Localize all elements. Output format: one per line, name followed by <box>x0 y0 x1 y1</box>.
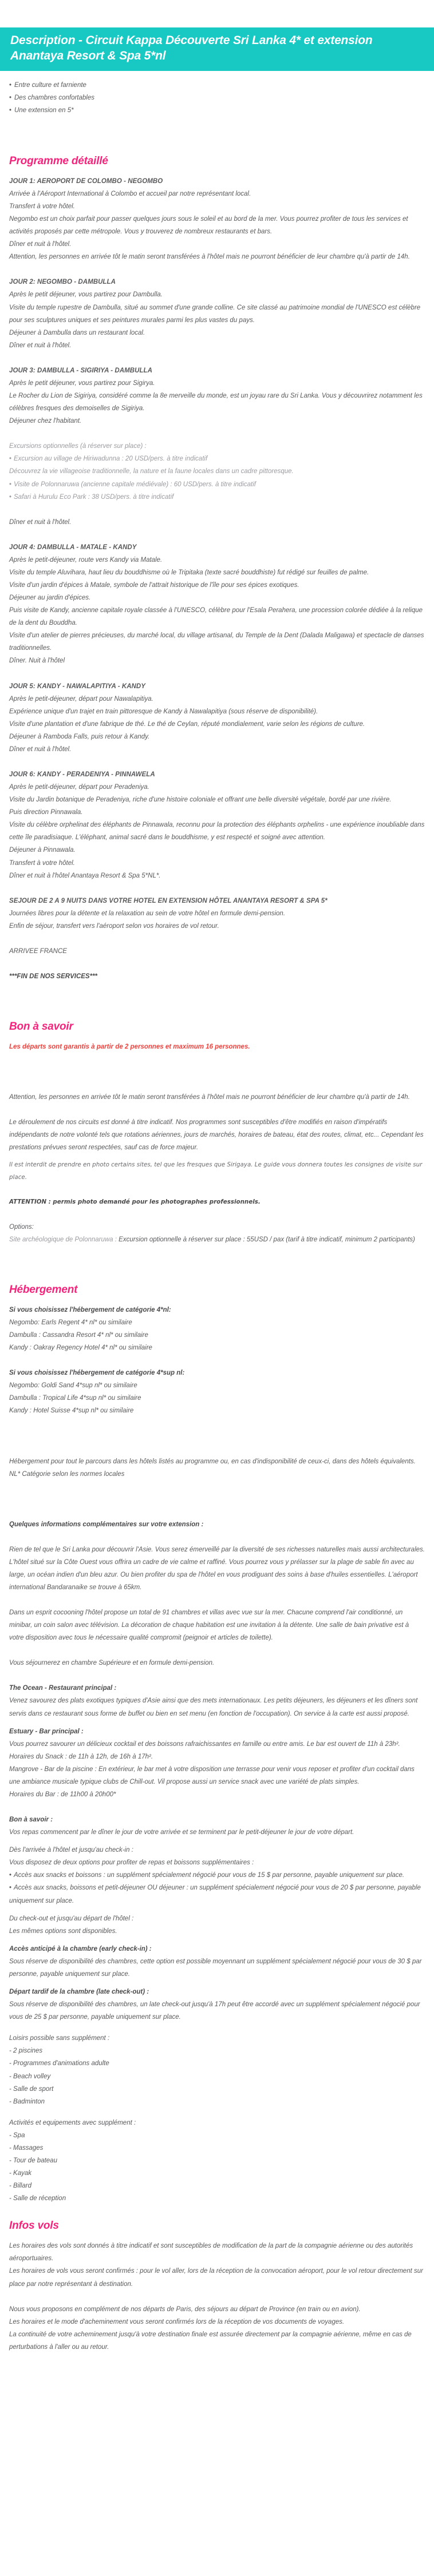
day-line: Negombo est un choix parfait pour passer quelques jours sous le soleil et au bord de la mer. Vous pourrez profiter de tous les services et activités proposés par cette métropole. Vous y trouverez de nombreux restaurants et bars. <box>9 216 408 236</box>
page-header-banner <box>0 27 434 71</box>
hotel-item: Kandy : Hotel Suisse 4*sup nl* ou similaire <box>9 1407 134 1415</box>
spacer <box>9 352 425 364</box>
spacer <box>9 1980 425 1986</box>
early-check-in-text: Sous réserve de disponibilité des chambres, cette option est possible moyennant un supplément spécialement négocié pour vous de 30 $ par personne, payable uniquement sur place. <box>9 1958 422 1978</box>
day-line: Après le petit déjeuner, vous partirez pour Dambulla. <box>9 291 163 299</box>
spacer <box>9 2023 425 2032</box>
leisure-title: Loisirs possible sans supplément : <box>9 2035 110 2042</box>
paid-activities-title: Activités et equipements avec supplément : <box>9 2119 136 2126</box>
list-item: • Une extension en 5* <box>9 104 425 117</box>
extension-title: SEJOUR DE 2 A 9 NUITS DANS VOTRE HOTEL EN EXTENSION HÔTEL ANANTAYA RESORT & SPA 5* <box>9 897 328 904</box>
section-title-programme: Programme détaillé <box>9 154 108 167</box>
hotel-item: Negombo: Goldi Sand 4*sup nl* ou similaire <box>9 1382 137 1390</box>
day-line: Transfert à votre hôtel. <box>9 859 75 867</box>
category-4-title: Si vous choisissez l'hébergement de catégorie 4*nl: <box>9 1306 171 1313</box>
list-item: • Excursion au village de Hiriwadunna : 20 USD/pers. à titre indicatif <box>9 453 425 465</box>
list-item: • Des chambres confortables <box>9 92 425 104</box>
flight-info-line: Nous vous proposons en complément de nos départs de Paris, des séjours au départ de Province (en train ou en avion). <box>9 2305 361 2313</box>
day-title: JOUR 4: DAMBULLA - MATALE - KANDY <box>9 543 137 551</box>
extension-paragraph: Rien de tel que le Sri Lanka pour découvrir l'Asie. Vous serez émerveillé par la diversité de ses richesses naturelles mais aussi architecturales. L'hôtel situé sur la Côte Ouest vous offrira un cadre de vie calme et raffiné. Vous pourrez vous y prélasser sur la plage de sable fin avec au large, un océan indien d'un bleu azur. Ou bien profiter du spa de l'hôtel en vous prodiguant des soins à base d'huiles essentielles. L'aéroport international Bandaranaike se trouve à 65km. <box>9 1546 425 1591</box>
list-item: • Entre culture et farniente <box>9 79 425 92</box>
spacer <box>9 1418 425 1455</box>
bar-text: Vous pourrez savourer un délicieux cocktail et des boissons rafraichissantes en famille ou entre amis. Le bar est ouvert de 11h à 23h². <box>9 1740 400 1748</box>
list-item: • Safari à Hurulu Eco Park : 38 USD/pers. à titre indicatif <box>9 491 425 503</box>
bar-title: Estuary - Bar principal : <box>9 1728 84 1735</box>
extension-info-title: Quelques informations complémentaires sur votre extension : <box>9 1521 204 1528</box>
extension-paragraph: Vous séjournerez en chambre Supérieure et en formule demi-pension. <box>9 1660 215 1667</box>
spacer <box>9 1184 425 1196</box>
day-line: Puis visite de Kandy, ancienne capitale royale classée à l'UNESCO, célèbre pour l'Esala Perahera, une procession colorée dédiée à la relique de la dent du Bouddha. <box>9 607 423 627</box>
spacer <box>9 1669 425 1682</box>
spacer <box>9 1594 425 1606</box>
hotel-item: Dambulla : Cassandra Resort 4* nl* ou similaire <box>9 1332 148 1339</box>
hours-line: Mangrove - Bar de la piscine : En extérieur, le bar met à votre disposition une terrasse pour venir vous reposer et profiter d'un cocktail dans une ambiance musicale typique clubs de Chill-out. Vil propose aussi un service snack avec une variété de plats simples. <box>9 1765 415 1785</box>
arrival-france: ARRIVEE FRANCE <box>9 947 67 955</box>
departure-guarantee-note: Les départs sont garantis à partir de 2 personnes et maximum 16 personnes. <box>9 1043 250 1051</box>
accommodation-note: Hébergement pour tout le parcours dans les hôtels listés au programme ou, en cas d'indisponibilité de ceux-ci, dans des hôtels équivalents. <box>9 1458 416 1465</box>
list-item: • Accès aux snacks, boissons et petit-déjeuner OU déjeuner : un supplément spécialement négocié pour vous de 20 $ par personne, payable uniquement sur place. <box>9 1882 425 1907</box>
day-line: Transfert à votre hôtel. <box>9 203 75 211</box>
hotel-item: Dambulla : Tropical Life 4*sup nl* ou similaire <box>9 1395 141 1402</box>
spacer <box>9 1354 425 1367</box>
checkout-line: Du check-out et jusqu'au départ de l'hôtel : <box>9 1915 134 1922</box>
day-line: Après le petit-déjeuner, route vers Kandy via Matale. <box>9 556 163 563</box>
day-line: Expérience unique d'un trajet en train pittoresque de Kandy à Nawalapitiya (sous réserve de disponibilité). <box>9 708 318 715</box>
spacer <box>9 882 425 895</box>
paid-activity-item: - Salle de réception <box>9 2195 66 2202</box>
spacer <box>9 1644 425 1657</box>
day-line: Dîner et nuit à l'hôtel. <box>9 241 72 248</box>
late-check-out-title: Départ tardif de la chambre (late check-out) : <box>9 1988 149 1996</box>
day-line: Dîner. Nuit à l'hôtel <box>9 657 65 665</box>
spacer <box>9 756 425 768</box>
highlights-list <box>9 79 425 117</box>
late-check-out-text: Sous réserve de disponibilité des chambres, un late check-out jusqu'à 17h peut être accordé avec un supplément spécialement négocié pour vous de 25 $ par personne, payable uniquement sur place. <box>9 2001 420 2021</box>
day-line: Déjeuner à Pinnawala. <box>9 847 76 854</box>
day-line: Dîner et nuit à l'hôtel. <box>9 342 72 349</box>
bon-a-savoir-line: Le déroulement de nos circuits est donné à titre indicatif. Nos programmes sont susceptibles d'être modifiés en raison d'impératifs indépendants de notre volonté tels que rotations aériennes, jours de marchés, horaires de bateau, état des routes, climat, etc... Cependant les prestations prévues seront respectées, sauf cas de force majeur. <box>9 1119 424 1152</box>
leisure-item: - Salle de sport <box>9 2085 54 2093</box>
day-line: Le Rocher du Lion de Sigiriya, considéré comme la 8e merveille du monde, est un joyau rare du Sri Lanka. Vous y découvrirez notamment les célèbres fresques des demoiselles de Sigiriya. <box>9 392 423 412</box>
extension-line: Enfin de séjour, transfert vers l'aéroport selon vos horaires de vol retour. <box>9 922 219 930</box>
spacer <box>9 1104 425 1116</box>
day-line: Visite du temple rupestre de Dambulla, situé au sommet d'une grande colline. Ce site classé au patrimoine mondial de l'UNESCO est célèbre pour ses sculptures uniques et ses peintures murales parmi les plus vastes du pays. <box>9 304 421 324</box>
section-title-hebergement: Hébergement <box>9 1283 78 1296</box>
restaurant-text: Venez savourez des plats exotiques typiques d'Asie ainsi que des mets internationaux. Les petits déjeuners, les déjeuners et les dîners sont servis dans ce restaurant sous forme de buffet ou bien en set menu (en fonction de l'occupation). On service à la carte est aussi proposé. <box>9 1697 418 1717</box>
hotel-item: Negombo: Earls Regent 4* nl* ou similaire <box>9 1319 132 1326</box>
checkout-line: Les mêmes options sont disponibles. <box>9 1927 117 1935</box>
bon-a-savoir-2-line: Vos repas commencent par le dîner le jour de votre arrivée et se terminent par le petit-déjeuner le jour de votre départ. <box>9 1829 354 1836</box>
spacer <box>9 427 425 440</box>
spacer <box>9 1720 425 1725</box>
paid-activity-item: - Spa <box>9 2132 25 2139</box>
leisure-item: - 2 piscines <box>9 2047 43 2055</box>
option-rest: Excursion optionnelle à réserver sur place : 55USD / pax (tarif à titre indicatif, minimum 2 participants) <box>119 1236 415 1243</box>
spacer <box>9 2291 425 2303</box>
hours-line: Horaires du Bar : de 11h00 à 20h00* <box>9 1791 116 1799</box>
extension-paragraph: Dans un esprit cocooning l'hôtel propose un total de 91 chambres et villas avec vue sur la mer. Chacune comprend l'air conditionné, un minibar, un coin salon avec télévision. La décoration de chaque habitation est une invitation à la détente. Une salle de bain privative est à votre disposition avec tous le nécessaire qualité compromit (peignoir et articles de toilette). <box>9 1609 409 1642</box>
end-of-services-note: ***FIN DE NOS SERVICES*** <box>9 973 98 980</box>
spacer <box>9 117 425 155</box>
day-title: JOUR 1: AEROPORT DE COLOMBO - NEGOMBO <box>9 177 163 185</box>
restaurant-title: The Ocean - Restaurant principal : <box>9 1685 117 1692</box>
page-title: Description - Circuit Kappa Découverte Sri Lanka 4* et extension Anantaya Resort & Spa 5*nl <box>10 34 373 63</box>
paid-activity-item: - Tour de bateau <box>9 2157 57 2164</box>
bon-a-savoir-line: Attention, les personnes en arrivée tôt le matin seront transférées à l'hôtel mais ne pourront bénéficier de leur chambre qu'à partir de 14h. <box>9 1094 410 1101</box>
spacer <box>9 2108 425 2117</box>
list-item: • Accès aux snacks et boissons : un supplément spécialement négocié pour vous de 15 $ par personne, payable uniquement sur place. <box>9 1869 425 1882</box>
spacer <box>9 1907 425 1912</box>
day-title: JOUR 5: KANDY - NAWALAPITIYA - KANDY <box>9 682 145 690</box>
list-item: Découvrez la vie villageoise traditionnelle, la nature et la faune locales dans un cadre pittoresque. <box>9 468 294 475</box>
leisure-item: - Programmes d'animations adulte <box>9 2060 109 2067</box>
category-norm-note: NL* Catégorie selon les normes locales <box>9 1470 125 1478</box>
day-line: Après le petit déjeuner, vous partirez pour Sigirya. <box>9 379 155 387</box>
spacer <box>9 263 425 276</box>
day-line: Dîner et nuit à l'hôtel. <box>9 518 72 526</box>
supplement-options-list <box>9 1869 425 1907</box>
options-title: Options: <box>9 1223 34 1231</box>
bon-a-savoir-2-line: Dès l'arrivée à l'hôtel et jusqu'au check-in : <box>9 1847 133 1854</box>
attention-note: ATTENTION : permis photo demandé pour les photographes professionnels. <box>9 1198 261 1205</box>
day-title: JOUR 6: KANDY - PERADENIYA - PINNAWELA <box>9 771 155 778</box>
top-spacer <box>0 0 434 27</box>
photo-restriction-note: Il est interdit de prendre en photo certains sites, tel que les fresques que Sirigaya. Le guide vous donnera toutes les consignes de visite sur place. <box>9 1161 423 1181</box>
day-line: Dîner et nuit à l'hôtel Anantaya Resort & Spa 5*NL*. <box>9 872 161 879</box>
day-title: JOUR 3: DAMBULLA - SIGIRIYA - DAMBULLA <box>9 367 152 374</box>
spacer <box>9 2205 425 2220</box>
spacer <box>9 1208 425 1221</box>
spacer <box>9 1480 425 1518</box>
day-line: Visite du temple Aluvihara, haut lieu du bouddhisme où le Tripitaka (texte sacré bouddhiste) fut rédigé sur feuilles de palme. <box>9 569 369 576</box>
section-title-infos-vols: Infos vols <box>9 2220 59 2232</box>
day-line: Déjeuner au jardin d'épices. <box>9 594 91 602</box>
optional-excursions-list <box>9 453 425 503</box>
day-line: Déjeuner à Ramboda Falls, puis retour à Kandy. <box>9 733 150 740</box>
list-item: • Visite de Polonnaruwa (ancienne capitale médiévale) : 60 USD/pers. à titre indicatif <box>9 478 425 491</box>
day-line: Après le petit-déjeuner, départ pour Peradeniya. <box>9 784 149 791</box>
day-title: JOUR 2: NEGOMBO - DAMBULLA <box>9 279 116 286</box>
extension-line: Journées libres pour la détente et la relaxation au sein de votre hôtel en formule demi-pension. <box>9 910 286 917</box>
paid-activity-item: - Massages <box>9 2144 44 2152</box>
option-polonnaruwa <box>9 1233 425 1246</box>
leisure-item: - Beach volley <box>9 2073 51 2080</box>
spacer <box>9 668 425 680</box>
spacer <box>9 1053 425 1091</box>
spacer <box>9 1938 425 1943</box>
flight-info-line: La continuité de votre acheminement jusqu'à votre destination finale est assurée directement par la compagnie aérienne, même en cas de perturbations à l'aller ou au retour. <box>9 2331 412 2351</box>
day-line: Dîner et nuit à l'hôtel. <box>9 745 72 753</box>
day-line: Visite du Jardin botanique de Peradeniya, riche d'une histoire coloniale et offrant une belle diversité végétale, bordé par une rivière. <box>9 796 392 804</box>
paid-activity-item: - Kayak <box>9 2170 31 2177</box>
optional-excursions-title: Excursions optionnelles (à réserver sur place) : <box>9 443 147 450</box>
flight-info-line: Les horaires et le mode d'acheminement vous seront confirmés lors de la réception de vos documents de voyages. <box>9 2318 345 2325</box>
section-title-bon-a-savoir: Bon à savoir <box>9 1021 73 1033</box>
day-line: Déjeuner à Dambulla dans un restaurant local. <box>9 329 145 336</box>
spacer <box>9 958 425 970</box>
spacer <box>9 529 425 541</box>
flight-info-line: Les horaires de vols vous seront confirmés : pour le vol aller, lors de la réception de la convocation aéroport, pour le vol retour directement sur place par notre représentant à destination. <box>9 2268 423 2288</box>
bon-a-savoir-2-title: Bon à savoir : <box>9 1816 53 1824</box>
spacer <box>9 1839 425 1844</box>
day-line: Puis direction Pinnawala. <box>9 809 83 816</box>
day-line: Visite du célèbre orphelinat des éléphants de Pinnawala, reconnu pour la protection des éléphants orphelins - une expérience inoubliable dans cette île paradisiaque. L'éléphant, animal sacré dans le bouddhisme, y est respecté et soigné avec attention. <box>9 821 425 842</box>
spacer <box>9 1531 425 1543</box>
day-line: Visite d'un atelier de pierres précieuses, du marché local, du village artisanal, du Temple de la Dent (Dalada Maligawa) et spectacle de danses traditionnelles. <box>9 632 424 652</box>
spacer <box>9 1801 425 1813</box>
category-4sup-title: Si vous choisissez l'hébergement de catégorie 4*sup nl: <box>9 1370 185 1377</box>
spacer <box>9 932 425 945</box>
day-line: Visite d'un jardin d'épices à Matale, symbole de l'attrait historique de l'île pour ses épices exotiques. <box>9 581 299 589</box>
hours-line: Horaires du Snack : de 11h à 12h, de 16h à 17h². <box>9 1753 153 1760</box>
option-lead: Site archéologique de Polonnaruwa : <box>9 1236 119 1243</box>
day-line: Après le petit-déjeuner, départ pour Nawalapitiya. <box>9 695 153 702</box>
bon-a-savoir-2-line: Vous disposez de deux options pour profiter de repas et boissons supplémentaires : <box>9 1859 254 1867</box>
spacer <box>9 503 425 516</box>
spacer <box>9 1246 425 1284</box>
spacer <box>9 1154 425 1159</box>
hotel-item: Kandy : Oakray Regency Hotel 4* nl* ou similaire <box>9 1344 152 1352</box>
early-check-in-title: Accès anticipé à la chambre (early check-in) : <box>9 1945 152 1952</box>
spacer <box>9 983 425 1021</box>
day-line: Déjeuner chez l'habitant. <box>9 418 82 425</box>
paid-activity-item: - Billard <box>9 2182 31 2190</box>
flight-info-line: Les horaires des vols sont donnés à titre indicatif et sont susceptibles de modification de la part de la compagnie aérienne ou des autorités aéroportuaires. <box>9 2242 413 2263</box>
day-line: Attention, les personnes en arrivée tôt le matin seront transférées à l'hôtel mais ne pourront bénéficier de leur chambre qu'à partir de 14h. <box>9 253 410 261</box>
day-line: Arrivée à l'Aéroport International à Colombo et accueil par notre représentant local. <box>9 190 251 197</box>
leisure-item: - Badminton <box>9 2098 45 2105</box>
day-line: Visite d'une plantation et d'une fabrique de thé. Le thé de Ceylan, réputé mondialement, varie selon les régions de culture. <box>9 720 365 728</box>
